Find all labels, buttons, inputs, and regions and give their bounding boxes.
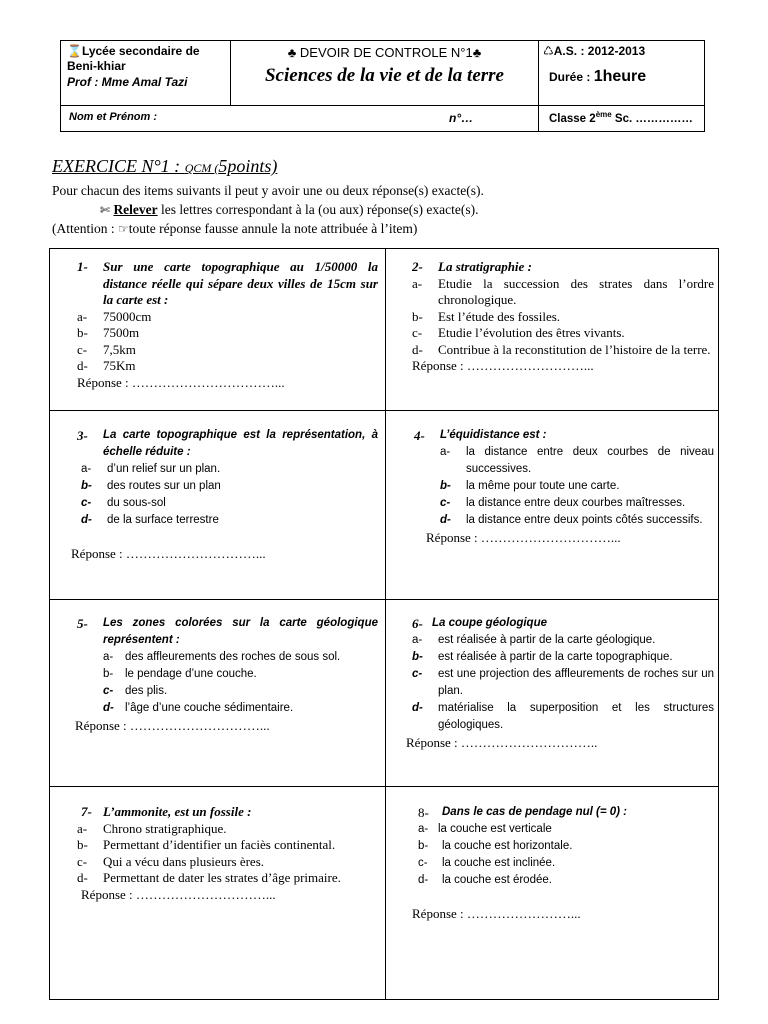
answer-field[interactable]: Réponse : …………………………... [71,546,266,561]
club-suit-icon: ♣ [472,45,482,60]
option: Permettant d’identifier un faciès continental. [103,837,336,852]
option: Est l’étude des fossiles. [438,308,561,324]
option: Etudie la succession des strates dans l’ordre chronologique. [438,275,714,307]
year-cell [539,41,706,105]
exercise-instruction: ✄ Relever les lettres correspondant à la (ou aux) réponse(s) exacte(s). [100,202,479,217]
club-suit-icon: ♣ [287,45,297,60]
option: est réalisée à partir de la carte géologique. [438,634,656,646]
option: Contribue à la reconstitution de l’histoire de la terre. [438,341,711,357]
question-text: La stratigraphie : [438,259,532,274]
question-5: 5- Les zones colorées sur la carte géologique représentent : a- des affleurements des roches de sous sol. b- le pendage d’une couche. c- des plis. d- l’âge d’une couche sédimentaire. Réponse : …………………………... [75,616,378,733]
question-2: 2- La stratigraphie : a- Etudie la succession des strates dans l’ordre chronologique. b- Est l’étude des fossiles. c- Etudie l’évolution des êtres vivants. d- Contribue à la reconstitution de l’histoire de la terre. Réponse : ………………………... [412,259,714,373]
name-label: Nom et Prénom : [69,111,158,123]
option: 75Km [103,358,136,373]
answer-field[interactable]: Réponse : …………………………... [426,530,621,545]
hourglass-icon: ⌛ [67,44,82,58]
option: la distance entre deux courbes maîtresses. [466,497,686,509]
option: Chrono stratigraphique. [103,820,227,836]
option: la couche est érodée. [442,874,552,886]
option: des affleurements des roches de sous sol. [125,651,341,663]
header-box [60,40,705,132]
question-7: 7- L’ammonite, est un fossile : a- Chrono stratigraphique. b- Permettant d’identifier un faciès continental. c- Qui a vécu dans plusieurs ères. d- Permettant de dater les strates d’âge primaire. Réponse : …………………………... [77,804,378,903]
class-suffix: Sc. …………… [611,112,693,125]
question-text: La carte topographique est la représentation, à échelle réduite : [103,429,378,458]
option: Permettant de dater les strates d’âge primaire. [103,870,341,885]
devoir-title: DEVOIR DE CONTROLE N°1 [299,45,473,60]
option: la couche est horizontale. [442,840,573,852]
exercise-intro: Pour chacun des items suivants il peut y avoir une ou deux réponse(s) exacte(s). [52,183,484,198]
option: la couche est inclinée. [442,857,556,869]
exercise-attention: (Attention : ☞toute réponse fausse annule la note attribuée à l’item) [52,221,418,236]
prof-name: Prof : Mme Amal Tazi [67,75,188,89]
option: le pendage d’une couche. [125,668,257,680]
option: 7,5km [103,341,136,357]
option: est réalisée à partir de la carte topographique. [438,651,673,663]
option: la même pour toute une carte. [466,480,620,492]
option: de la surface terrestre [107,514,219,526]
answer-field[interactable]: Réponse : ……………………………... [77,374,285,390]
duration-label: Durée : [549,70,594,84]
duration-value: 1heure [593,68,647,85]
school-name: Lycée secondaire de Beni-khiar [67,44,200,73]
option: est une projection des affleurements de roches sur un plan. [438,668,714,697]
answer-field[interactable]: Réponse : ………………………... [412,358,594,373]
question-text: Dans le cas de pendage nul (= 0) : [442,806,628,818]
answer-field[interactable]: Réponse : ……………………... [412,906,581,921]
option: Qui a vécu dans plusieurs ères. [103,853,265,869]
question-1: 1- Sur une carte topographique au 1/50000 la distance réelle qui sépare deux villes de 15cm sur la carte est : a- 75000cm b- 7500m c- 7,5km d- 75Km Réponse : ……………………………... [77,259,378,390]
title-cell [231,41,539,105]
exercise-title: EXERCICE N°1 : QCM (5points) [52,156,278,176]
option: du sous-sol [107,497,166,509]
pointing-hand-icon: ☞ [118,222,129,236]
school-year: A.S. : 2012-2013 [553,44,646,58]
question-8: 8- Dans le cas de pendage nul (= 0) : a- la couche est verticale b- la couche est horizontale. c- la couche est inclinée. d- la couche est érodée. Réponse : ……………………... [418,804,714,922]
question-6: 6- La coupe géologique a- est réalisée à partir de la carte géologique. b- est réalisée à partir de la carte topographique. c- est une projection des affleurements de roches sur un plan. d- matérialise la superposition et les structures géologiques. Réponse : ………………………….. [406,616,714,750]
class-sup: ème [595,110,612,119]
option: la distance entre deux courbes de niveau successives. [466,446,714,475]
answer-field[interactable]: Réponse : …………………………... [81,886,276,902]
option: des routes sur un plan [107,480,221,492]
option: des plis. [125,685,168,697]
school-cell [61,41,231,105]
question-text: L’équidistance est : [440,429,547,441]
subject-title: Sciences de la vie et de la terre [264,65,504,86]
question-grid [49,248,719,1000]
question-text: L’ammonite, est un fossile : [103,804,252,819]
scissors-icon: ✄ [100,203,111,217]
option: 75000cm [103,308,152,324]
question-text: Les zones colorées sur la carte géologique représentent : [103,617,378,646]
option: la couche est verticale [438,823,552,835]
class-cell [539,105,706,132]
question-3: 3- La carte topographique est la représentation, à échelle réduite : a- d’un relief sur un plan. b- des routes sur un plan c- du sous-sol d- de la surface terrestre Réponse : …………………………... [71,428,378,561]
option: d’un relief sur un plan. [107,463,221,475]
class-prefix: Classe 2 [549,112,596,125]
number-label: n°… [449,111,474,125]
answer-field[interactable]: Réponse : ………………………….. [406,735,598,750]
option: 7500m [103,325,140,340]
option: Etudie l’évolution des êtres vivants. [438,325,625,340]
option: matérialise la superposition et les structures géologiques. [438,702,714,731]
student-name-cell [61,105,539,132]
bell-icon: ♺ [543,44,554,58]
option: la distance entre deux points côtés successifs. [466,514,703,526]
question-4: 4- L’équidistance est : a- la distance entre deux courbes de niveau successives. b- la même pour toute une carte. c- la distance entre deux courbes maîtresses. d- la distance entre deux points côtés successifs. Réponse : …………………………... [414,428,714,545]
question-text: Sur une carte topographique au 1/50000 la distance réelle qui sépare deux villes de 15cm sur la carte est : [103,259,378,307]
answer-field[interactable]: Réponse : …………………………... [75,718,270,733]
option: l’âge d’une couche sédimentaire. [125,702,294,714]
question-text: La coupe géologique [432,617,548,629]
